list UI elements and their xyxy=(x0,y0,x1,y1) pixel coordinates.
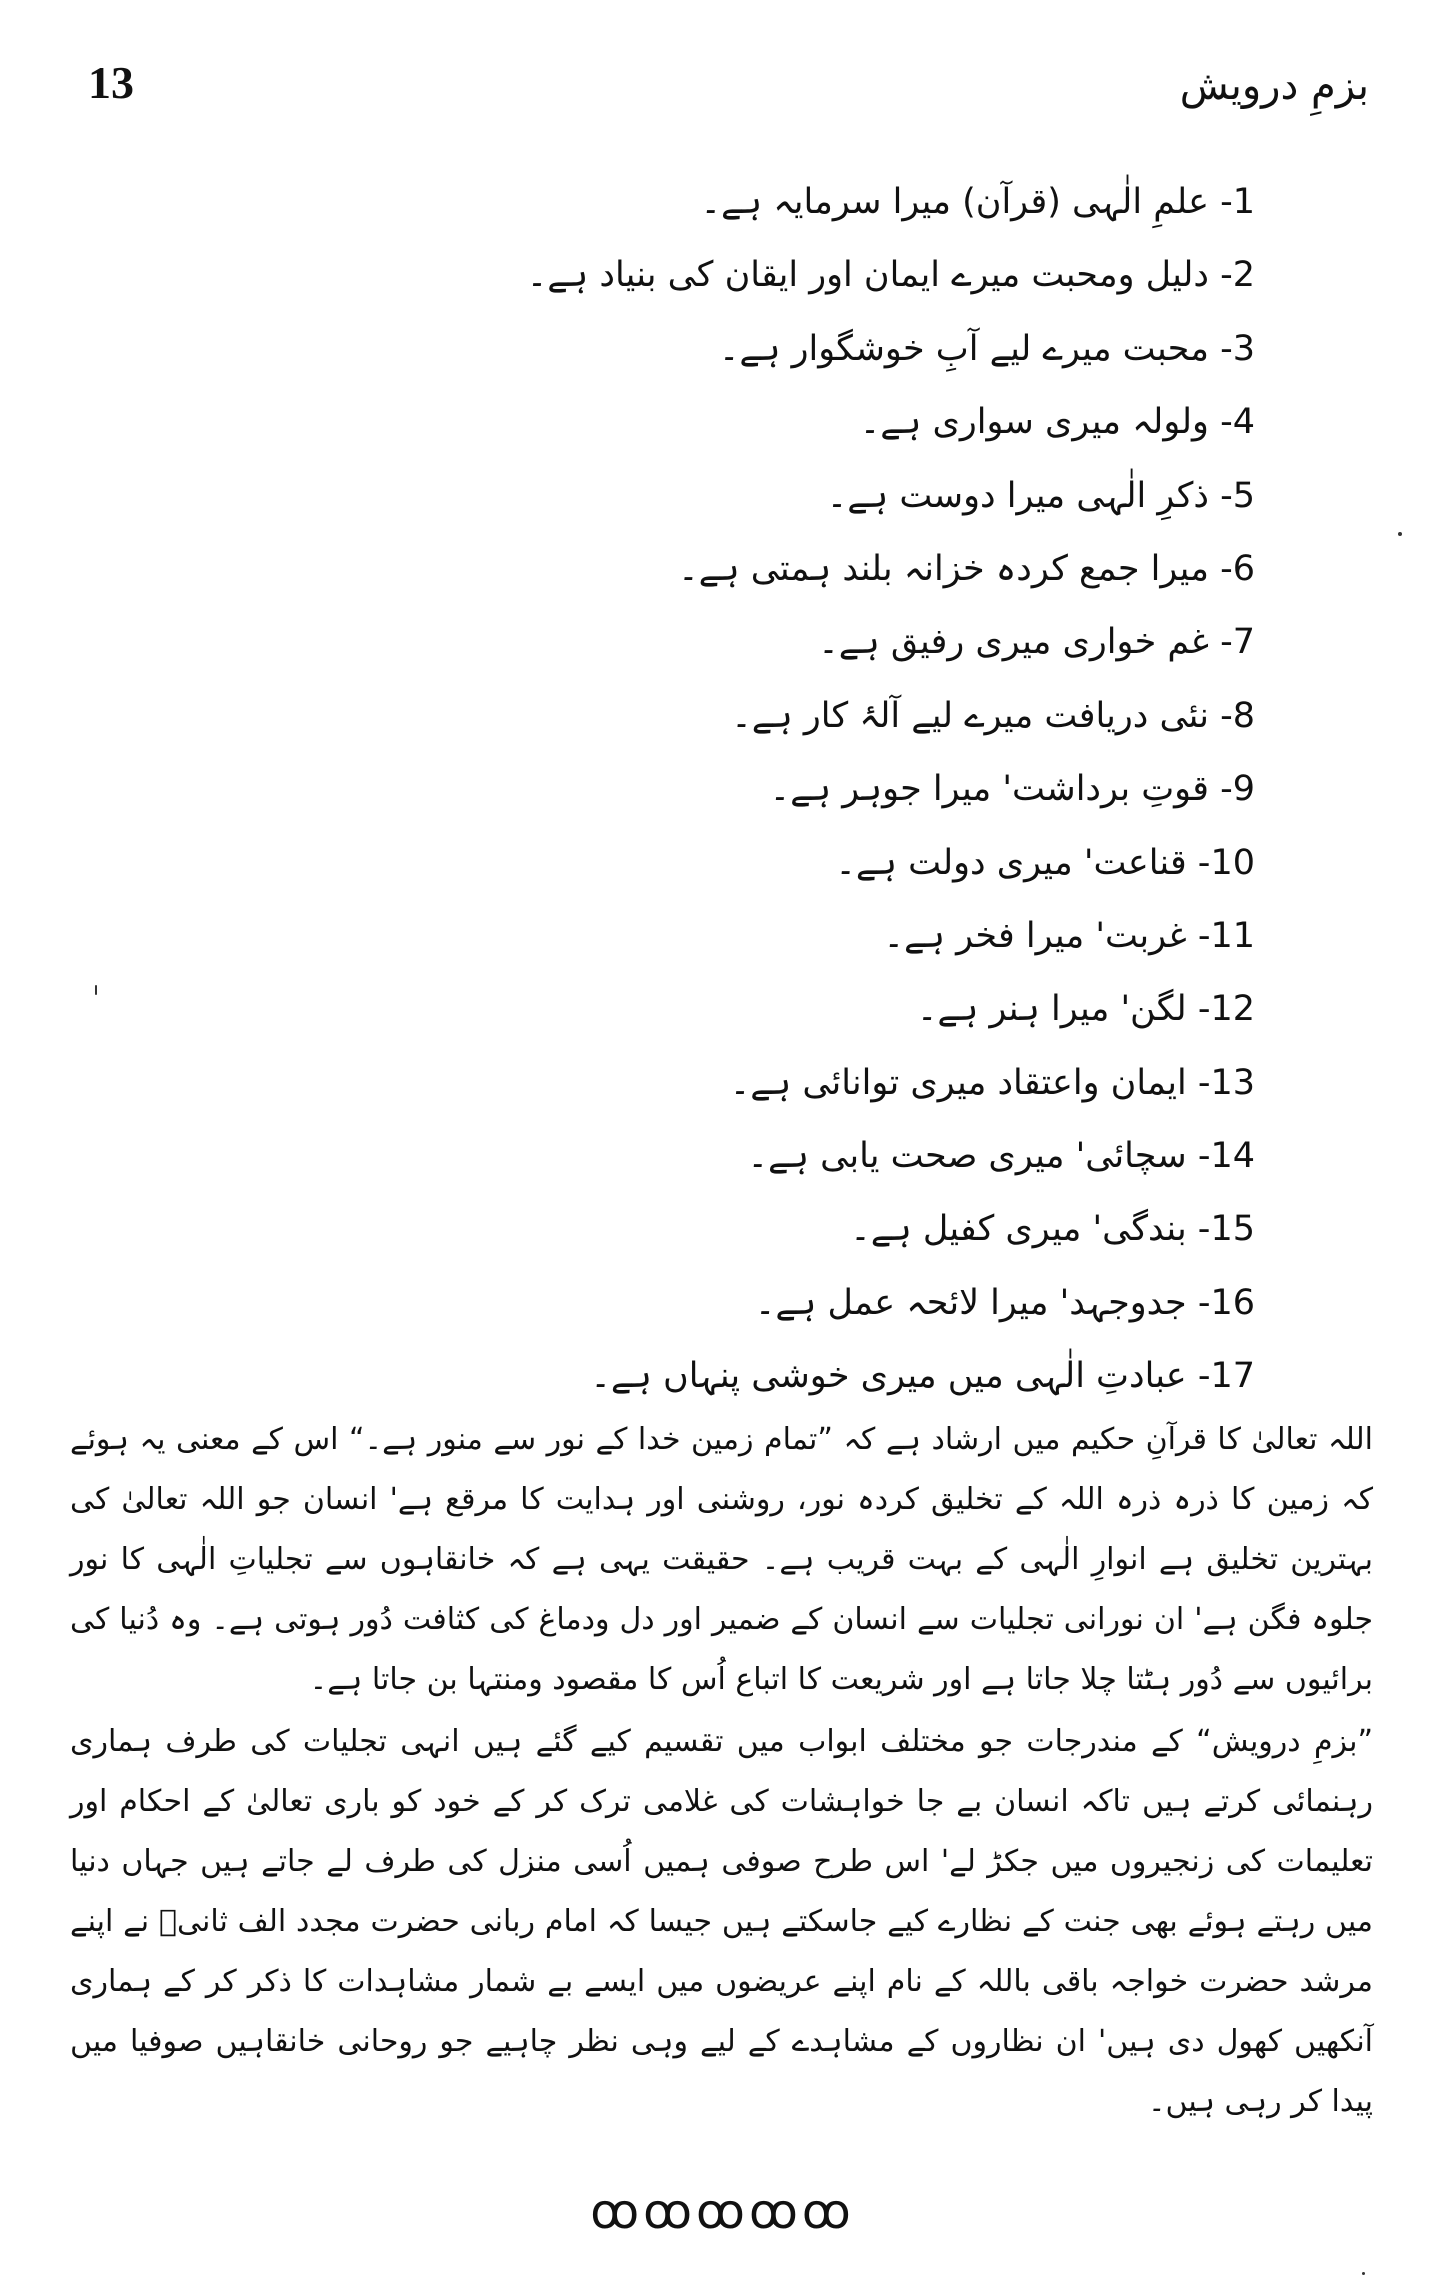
ornament-divider-icon: ꝏꝏꝏꝏꝏ xyxy=(590,2184,855,2240)
list-item: 16- جدوجہد' میرا لائحہ عمل ہے۔ xyxy=(754,1282,1255,1323)
list-item: 9- قوتِ برداشت' میرا جوہر ہے۔ xyxy=(769,769,1255,810)
list-item: 1- علمِ الٰہی (قرآن) میرا سرمایہ ہے۔ xyxy=(700,182,1255,222)
scan-speck-icon xyxy=(1398,532,1402,536)
numbered-list xyxy=(255,166,1255,1414)
list-item: 13- ایمان واعتقاد میری توانائی ہے۔ xyxy=(729,1062,1255,1103)
list-item: 2- دلیل ومحبت میرے ایمان اور ایقان کی بنیاد ہے۔ xyxy=(526,255,1255,296)
list-item: 7- غم خواری میری رفیق ہے۔ xyxy=(818,622,1255,663)
running-title: بزمِ درویش xyxy=(1179,63,1369,109)
body-text xyxy=(70,1410,1373,2132)
scan-speck-icon xyxy=(95,985,97,995)
paragraph-1: اللہ تعالیٰ کا قرآنِ حکیم میں ارشاد ہے کہ ”تمام زمین خدا کے نور سے منور ہے۔“ اس کے معنی یہ ہوئے کہ زمین کا ذرہ ذرہ اللہ کے تخلیق کردہ نور، روشنی اور ہدایت کا مرقع ہے' انسان جو اللہ تعالیٰ کی بہترین تخلیق ہے انوارِ الٰہی کے بہت قریب ہے۔ حقیقت یہی ہے کہ خانقاہوں سے تجلیاتِ الٰہی کا نور جلوہ فگن ہے' ان نورانی تجلیات سے انسان کے ضمیر اور دل ودماغ کی کثافت دُور ہوتی ہے۔ وہ دُنیا کی برائیوں سے دُور ہٹتا چلا جاتا ہے اور شریعت کا اتباع اُس کا مقصود ومنتہا بن جاتا ہے۔ xyxy=(70,1422,1373,1697)
list-item: 15- بندگی' میری کفیل ہے۔ xyxy=(850,1209,1255,1250)
list-item: 17- عبادتِ الٰہی میں میری خوشی پنہاں ہے۔ xyxy=(590,1356,1255,1397)
list-item: 4- ولولہ میری سواری ہے۔ xyxy=(859,402,1255,443)
list-item: 14- سچائی' میری صحت یابی ہے۔ xyxy=(747,1136,1255,1177)
list-item: 11- غربت' میرا فخر ہے۔ xyxy=(883,915,1255,956)
list-item: 12- لگن' میرا ہنر ہے۔ xyxy=(916,989,1255,1030)
list-item: 5- ذکرِ الٰہی میرا دوست ہے۔ xyxy=(826,475,1255,516)
list-item: 3- محبت میرے لیے آبِ خوشگوار ہے۔ xyxy=(718,328,1255,369)
scan-speck-icon xyxy=(1362,2272,1365,2275)
list-item: 10- قناعت' میری دولت ہے۔ xyxy=(835,842,1255,883)
list-item: 6- میرا جمع کردہ خزانہ بلند ہمتی ہے۔ xyxy=(678,548,1255,589)
paragraph-2: ”بزمِ درویش“ کے مندرجات جو مختلف ابواب میں تقسیم کیے گئے ہیں انہی تجلیات کی طرف ہماری رہنمائی کرتے ہیں تاکہ انسان بے جا خواہشات کی غلامی ترک کر کے خود کو باری تعالیٰ کے احکام اور تعلیمات کی زنجیروں میں جکڑ لے' اس طرح صوفی ہمیں اُسی منزل کی طرف لے جاتے ہیں جہاں دنیا میں رہتے ہوئے بھی جنت کے نظارے کیے جاسکتے ہیں جیسا کہ امام ربانی حضرت مجدد الف ثانیؒ نے اپنے مرشد حضرت خواجہ باقی باللہ کے نام اپنے عریضوں میں ایسے بے شمار مشاہدات کا ذکر کر کے ہماری آنکھیں کھول دی ہیں' ان نظاروں کے مشاہدے کے لیے وہی نظر چاہیے جو روحانی خانقاہیں صوفیا میں پیدا کر رہی ہیں۔ xyxy=(70,1724,1373,2119)
list-item: 8- نئی دریافت میرے لیے آلۂ کار ہے۔ xyxy=(731,695,1255,736)
page-number: 13 xyxy=(88,57,134,108)
